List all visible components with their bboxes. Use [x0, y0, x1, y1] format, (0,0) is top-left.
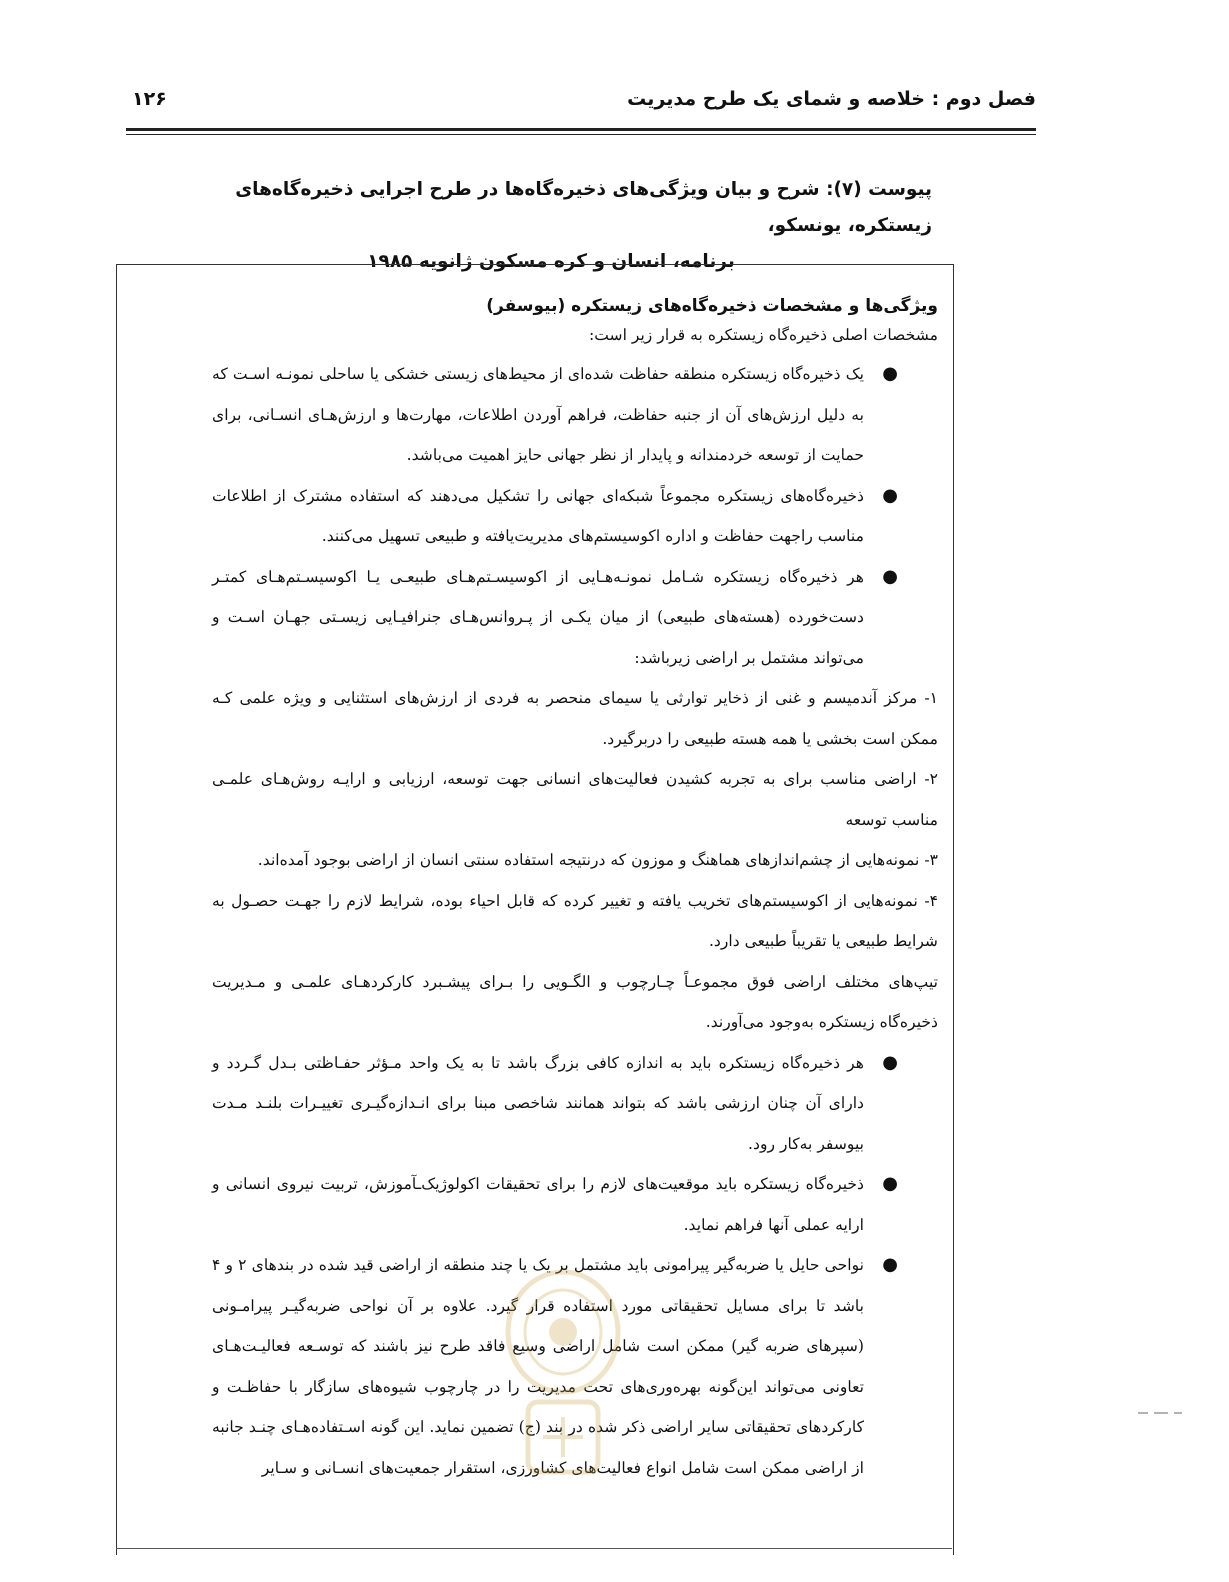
list-item: [212, 557, 938, 679]
margin-mark: [1138, 1412, 1182, 1414]
list-item: [212, 354, 938, 476]
bullet-icon: ●: [882, 1051, 898, 1073]
list-item-text: ذخیره‌گاه‌های زیستکره مجموعاً شبکه‌ای جهانی را تشکیل می‌دهند که استفاده مشترک از اطلاعات مناسب راجهت حفاظت و اداره اکوسیستم‌های مدیریت‌یافته و طبیعی تسهیل می‌کنند.: [212, 486, 864, 545]
list-item-text: هر ذخیره‌گاه زیستکره باید به اندازه کافی بزرگ باشد تا به یک واحد مـؤثر حفـاظتی بـدل گـردد و دارای آن چنان ارزشی باشد که بتواند همانند شاخصی مبنا برای انـدازه‌گیـری تغییـرات بلنـد مـدت بیوسفر به‌کار رود.: [212, 1053, 864, 1153]
section-heading: ویژگی‌ها و مشخصات ذخیره‌گاه‌های زیستکره (بیوسفر): [486, 296, 938, 316]
list-item-text: نواحی حایل یا ضربه‌گیر پیرامونی باید مشتمل بر یک یا چند منطقه از اراضی قید شده در بندهای ۲ و ۴ باشد تا برای مسایل تحقیقاتی مورد استفاده قرار گیرد. علاوه بر آن نواحی ضربه‌گیـر پیرامـونی (سپرهای ضربه گیر) ممکن است شامل اراضی وسیع فاقد طرح نیز باشند که توسـعه فعالیـت‌هـای تعاونی می‌تواند این‌گونه بهره‌وری‌های تحت مدیریت را در چارچوب شیوه‌های سازگار با حفاظـت و کارکردهای تحقیقاتی سایر اراضی ذکر شده در بند (ج) تضمین نماید. این گونه اسـتفاده‌هـای چنـد جانبه از اراضی ممکن است شامل انواع فعالیت‌های کشاورزی، استقرار جمعیت‌های انسـانی و سـایر: [212, 1256, 865, 1477]
list-item: [212, 476, 938, 557]
frame-bottom-edge: [116, 1548, 952, 1549]
chapter-title: فصل دوم : خلاصه و شمای یک طرح مدیریت: [627, 88, 1036, 110]
page-number: ۱۲۶: [132, 88, 167, 110]
list-item-text: یک ذخیره‌گاه زیستکره منطقه حفاظت شده‌ای از محیط‌های زیستی خشکی یا ساحلی نمونـه اسـت که به دلیل ارزش‌های آن از جنبه حفاظت، فراهم آوردن اطلاعات، مهارت‌ها و ارزش‌هـای انسـانی، برای حمایت از توسعه خردمندانه و پایدار از نظر جهانی حایز اهمیت می‌باشد.: [212, 365, 864, 464]
numbered-item-3: ۳- نمونه‌هایی از چشم‌اندازهای هماهنگ و موزون که درنتیجه استفاده سنتی انسان از اراضی بوجود آمده‌اند.: [257, 851, 938, 869]
list-item: [212, 1043, 938, 1165]
bullet-icon: ●: [882, 484, 898, 506]
list-item-text: هر ذخیره‌گاه زیستکره شـامل نمونـه‌هـایی از اکوسیسـتم‌هـای طبیعـی یـا اکوسیسـتم‌هـای کمتـر دست‌خورده (هسته‌های طبیعی) از میان یکـی از پـروانس‌هـای جنرافیـایی زیسـتی جهـان اسـت و می‌تواند مشتمل بر اراضی زیرباشد:: [212, 567, 864, 667]
numbered-item-2: ۲- اراضی مناسب برای به تجربه کشیدن فعالیت‌های انسانی جهت توسعه، ارزیابی و ارایـه روش‌هـای علمـی مناسب توسعه: [212, 770, 938, 829]
bullet-icon: ●: [882, 1254, 898, 1275]
running-header: [126, 84, 1036, 124]
numbered-item-4: ۴- نمونه‌هایی از اکوسیستم‌های تخریب یافته و تغییر کرده که قابل احیاء بوده، شرایط لازم را جهـت حصـول به شرایط طبیعی یا تقریباً طبیعی دارد.: [212, 891, 938, 950]
header-rule: [126, 128, 1036, 131]
summary-paragraph: تیپ‌های مختلف اراضی فوق مجموعـاً چـارچوب و الگـویی را بـرای پیشـبرد کارکردهـای علمـی و مـدیریت ذخیره‌گاه زیستکره به‌وجود می‌آورند.: [212, 972, 938, 1031]
watermark-seal-icon: [498, 1262, 628, 1502]
appendix-title-line2: برنامه، انسان و کره مسکون ژانویه ۱۹۸۵: [367, 251, 735, 272]
bullet-list-1: [212, 354, 938, 678]
numbered-item-1: ۱- مرکز آندمیسم و غنی از ذخایر توارثی یا سیمای منحصر به فردی از ارزش‌های استثنایی و ویژه علمی کـه ممکن است بخشی یا همه هسته طبیعی را دربرگیرد.: [212, 689, 938, 748]
bullet-icon: ●: [882, 565, 898, 587]
intro-text: مشخصات اصلی ذخیره‌گاه زیستکره به قرار زیر است:: [588, 326, 938, 344]
list-item: [212, 1164, 938, 1245]
bullet-icon: ●: [882, 363, 898, 384]
bullet-icon: ●: [882, 1173, 898, 1194]
appendix-title-line1: پیوست (۷): شرح و بیان ویژگی‌های ذخیره‌گاه‌ها در طرح اجرایی ذخیره‌گاه‌های زیستکره، یونسکو،: [235, 179, 932, 236]
list-item-text: ذخیره‌گاه زیستکره باید موقعیت‌های لازم را برای تحقیقات اکولوژیک‌ـآموزش، تربیت نیروی انسانی و ارایه عملی آنها فراهم نماید.: [212, 1175, 864, 1234]
header-rule-thin: [126, 134, 1036, 135]
